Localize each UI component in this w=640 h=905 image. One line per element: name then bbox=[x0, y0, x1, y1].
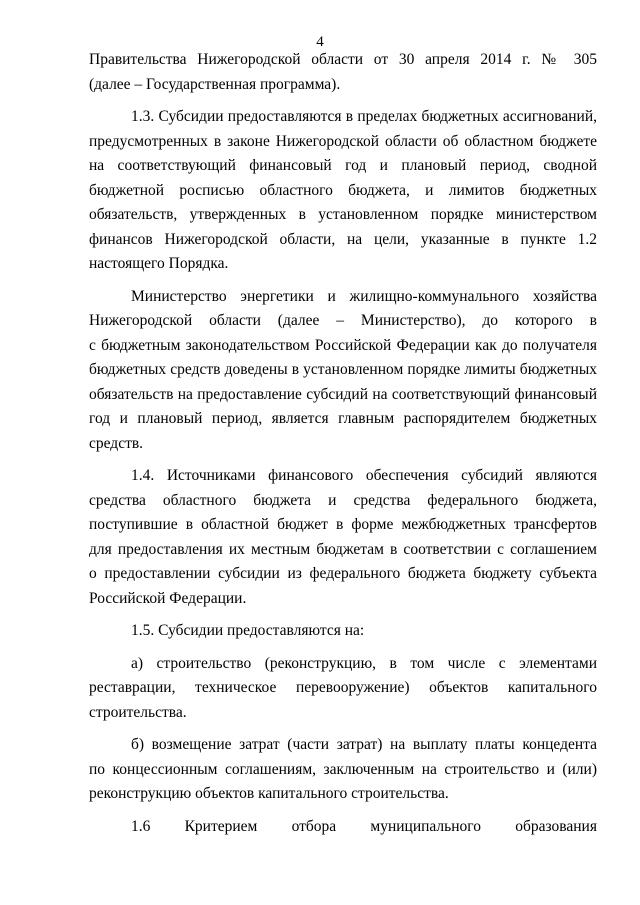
text-line: год и плановый период, является главным распорядителем бюджетных bbox=[89, 410, 597, 427]
text-line: средства областного бюджета и средства федерального бюджета, bbox=[89, 491, 597, 509]
text-line: строительства. bbox=[89, 703, 187, 721]
text-line: средств. bbox=[89, 434, 144, 452]
text-line: 1.5. Субсидии предоставляются на: bbox=[131, 622, 365, 639]
intro-paragraph bbox=[89, 48, 597, 97]
paragraph-1-4 bbox=[89, 464, 597, 611]
text-line: Министерство энергетики и жилищно-коммунального хозяйства bbox=[131, 287, 597, 305]
text-line: бюджетных средств доведены в установленном порядке лимиты бюджетных bbox=[89, 361, 597, 378]
paragraph-1-5-b bbox=[89, 733, 597, 807]
text-line: о предоставлении субсидии из федерального бюджета бюджету субъекта bbox=[89, 565, 597, 582]
text-line: поступившие в областной бюджет в форме межбюджетных трансфертов bbox=[89, 516, 597, 533]
paragraph-1-5-a bbox=[89, 652, 597, 726]
page-number: 4 bbox=[316, 34, 324, 50]
text-line: 1.4. Источниками финансового обеспечения субсидий являются bbox=[131, 467, 597, 484]
paragraph-1-3 bbox=[89, 105, 597, 277]
paragraph-1-5 bbox=[89, 619, 597, 644]
text-line: финансов Нижегородской области, на цели, указанные в пункте 1.2 bbox=[89, 230, 597, 248]
text-line: с бюджетным законодательством Российской Федерации как до получателя bbox=[89, 336, 597, 354]
text-line: обязательств на предоставление субсидий на соответствующий финансовый bbox=[89, 385, 597, 403]
document-body bbox=[89, 48, 597, 839]
text-line: по концессионным соглашениям, заключенным на строительство и (или) bbox=[89, 760, 597, 778]
text-line: а) строительство (реконструкцию, в том числе с элементами bbox=[131, 654, 597, 672]
text-line: реконструкцию объектов капитального строительства. bbox=[89, 785, 449, 802]
text-line: Нижегородской области (далее – Министерство), до которого в bbox=[89, 312, 597, 329]
text-line: (далее – Государственная программа). bbox=[89, 75, 341, 93]
text-line: Правительства Нижегородской области от 30 апреля 2014 г. № 305 bbox=[89, 51, 597, 68]
text-line: 1.6 Критерием отбора муниципального образования bbox=[131, 817, 597, 835]
text-line: б) возмещение затрат (части затрат) на выплату платы концедента bbox=[131, 736, 597, 753]
text-line: на соответствующий финансовый год и плановый период, сводной bbox=[89, 157, 597, 174]
text-line: реставрации, техническое перевооружение) объектов капитального bbox=[89, 679, 597, 696]
text-line: обязательств, утвержденных в установленном порядке министерством bbox=[89, 206, 597, 223]
text-line: настоящего Порядка. bbox=[89, 255, 229, 272]
paragraph-1-6 bbox=[89, 815, 597, 840]
text-line: предусмотренных в законе Нижегородской области об областном бюджете bbox=[89, 132, 597, 150]
text-line: для предоставления их местным бюджетам в соответствии с соглашением bbox=[89, 540, 597, 558]
text-line: бюджетной росписью областного бюджета, и лимитов бюджетных bbox=[89, 181, 597, 199]
text-line: 1.3. Субсидии предоставляются в пределах бюджетных ассигнований, bbox=[131, 108, 597, 125]
paragraph-ministry bbox=[89, 285, 597, 457]
text-line: Российской Федерации. bbox=[89, 589, 247, 607]
